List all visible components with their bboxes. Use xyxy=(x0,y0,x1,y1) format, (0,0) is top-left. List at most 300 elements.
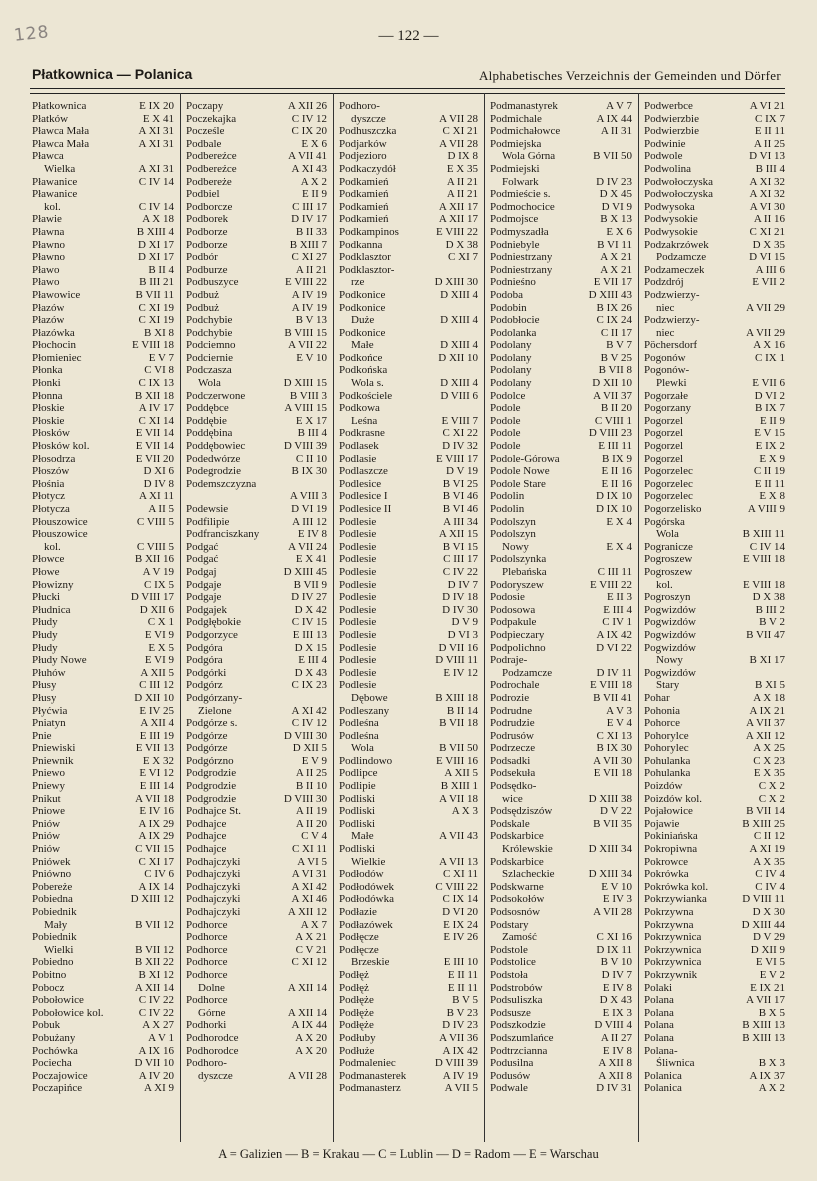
map-code: A XII 14 xyxy=(287,1006,327,1019)
map-code: C XI 11 xyxy=(291,843,327,856)
place-name: Płusy xyxy=(32,679,57,692)
place-name: Pohulanka xyxy=(644,754,691,767)
map-code: E V 4 xyxy=(606,717,632,730)
place-name: Podhorodce xyxy=(186,1031,239,1044)
place-name: Pnie xyxy=(32,729,52,742)
map-code: B V 13 xyxy=(295,314,327,327)
map-code: A VII 28 xyxy=(288,1069,327,1082)
index-entry xyxy=(644,705,785,718)
map-code: A VII 28 xyxy=(593,906,632,918)
place-name: Podrudzie xyxy=(490,717,535,730)
map-code: B II 20 xyxy=(600,402,632,415)
map-code: E VIII 18 xyxy=(743,553,785,566)
map-code: A XII 14 xyxy=(287,981,327,994)
place-name: Podborze xyxy=(186,225,228,238)
place-name: Podskwarne xyxy=(490,880,544,893)
map-code: B VIII 3 xyxy=(289,389,327,402)
map-code: A VII 22 xyxy=(288,339,327,352)
index-entry xyxy=(186,239,327,252)
place-name: Podsadki xyxy=(490,754,531,767)
index-entry xyxy=(339,503,478,516)
place-name: Podlesice II xyxy=(339,503,392,515)
map-code: B III 2 xyxy=(755,603,785,616)
index-entry xyxy=(186,629,327,642)
index-entry xyxy=(339,1007,478,1020)
index-entry xyxy=(490,377,632,390)
index-entry xyxy=(186,893,327,906)
index-entry xyxy=(490,264,632,277)
index-entry xyxy=(644,213,785,226)
map-code: C III 11 xyxy=(597,565,632,578)
index-entry xyxy=(490,163,632,176)
map-code: A XI 32 xyxy=(749,175,785,188)
map-code: C XI 19 xyxy=(138,314,174,327)
map-code: E VIII 17 xyxy=(436,452,478,465)
index-entry xyxy=(490,302,632,315)
map-code: A XII 26 xyxy=(287,100,327,112)
index-entry xyxy=(32,251,174,264)
place-name: Mały xyxy=(44,918,68,931)
map-code: A VII 41 xyxy=(288,150,327,163)
place-name: Podliski xyxy=(339,843,376,856)
place-name: Pniówno xyxy=(32,868,72,881)
map-code: D VIII 17 xyxy=(130,591,174,604)
place-name: Pławca Mała xyxy=(32,125,90,138)
index-entry xyxy=(490,251,632,264)
index-entry xyxy=(339,213,478,226)
map-code: A VII 5 xyxy=(444,1082,478,1095)
map-code: D IX 8 xyxy=(447,150,478,163)
map-code: D VI 2 xyxy=(754,389,785,402)
map-code: A VII 30 xyxy=(593,754,632,767)
map-code: E V 7 xyxy=(148,351,174,364)
place-name: Wielkie xyxy=(351,855,386,868)
index-entry xyxy=(644,893,785,906)
place-name: Podzwierzy- xyxy=(644,288,700,301)
map-code: A IX 29 xyxy=(138,817,174,830)
place-name: Podłęże xyxy=(339,1006,374,1019)
map-code: B V 23 xyxy=(446,1006,478,1019)
index-entry xyxy=(186,616,327,629)
map-code: D V 19 xyxy=(446,465,478,478)
map-code: D VIII 11 xyxy=(742,893,785,906)
index-entry xyxy=(339,327,478,340)
place-name: Podliski xyxy=(339,817,376,830)
index-entry xyxy=(339,390,478,403)
index-entry xyxy=(490,629,632,642)
place-name: Podhajczyki xyxy=(186,893,241,906)
place-name: Pojawie xyxy=(644,817,680,830)
index-entry xyxy=(339,516,478,529)
map-code xyxy=(476,679,478,692)
place-name: Podhorce xyxy=(186,943,228,956)
map-code: D XIII 30 xyxy=(434,276,478,289)
map-code: D IV 27 xyxy=(291,591,327,604)
index-entry xyxy=(490,604,632,617)
map-code: E VII 18 xyxy=(593,767,632,780)
map-code: A X 20 xyxy=(295,1031,327,1044)
map-code: A XI 46 xyxy=(291,893,327,906)
place-name: Podolanka xyxy=(490,326,537,339)
place-name: Pociecha xyxy=(32,1057,72,1070)
place-name: Pogonów- xyxy=(644,364,690,377)
map-code: D IV 30 xyxy=(442,603,478,616)
map-code: C IV 12 xyxy=(291,717,327,730)
index-entry xyxy=(644,654,785,667)
map-code: D X 42 xyxy=(294,603,327,616)
index-entry xyxy=(339,629,478,642)
place-name: Pokrowce xyxy=(644,855,688,868)
index-entry xyxy=(490,1082,632,1095)
map-code: C IX 5 xyxy=(144,578,174,591)
place-name: Podstary xyxy=(490,918,529,931)
place-name: Wola xyxy=(351,742,374,755)
index-entry xyxy=(490,150,632,163)
map-code: E V 10 xyxy=(601,880,632,893)
index-entry xyxy=(186,516,327,529)
map-code: D VI 15 xyxy=(749,251,785,264)
place-name: Polana xyxy=(644,1031,674,1044)
map-code: E V 2 xyxy=(759,968,785,981)
map-code: B II 14 xyxy=(446,704,478,717)
index-entry xyxy=(186,465,327,478)
place-name: Podgrodzie xyxy=(186,780,237,793)
place-name: Podgórze s. xyxy=(186,717,238,730)
map-code: A III 12 xyxy=(292,515,327,528)
place-name: Podolszyn xyxy=(490,528,536,541)
index-entry xyxy=(32,352,174,365)
index-entry xyxy=(32,415,174,428)
index-entry xyxy=(644,176,785,189)
place-name: Pławca xyxy=(32,150,64,163)
map-code: C IV 22 xyxy=(442,565,478,578)
map-code: E II 16 xyxy=(601,465,632,478)
place-name: Podhoro- xyxy=(186,1057,227,1070)
place-name: Podwierzbie xyxy=(644,125,699,138)
map-code: C III 12 xyxy=(139,679,174,692)
map-code: D IV 31 xyxy=(596,1082,632,1095)
place-name: Podolszyn xyxy=(490,515,536,528)
map-code: D XI 6 xyxy=(143,465,174,478)
place-name: Pławowice xyxy=(32,288,81,301)
map-code: C V 21 xyxy=(295,943,327,956)
map-code: D V 22 xyxy=(600,805,632,818)
map-code xyxy=(325,692,327,705)
map-code: D XII 10 xyxy=(438,351,478,364)
place-name: Podlesie xyxy=(339,591,377,604)
map-code: E X 41 xyxy=(142,112,174,125)
index-entry xyxy=(339,982,478,995)
map-code: B VI 46 xyxy=(442,503,478,515)
map-code: D XI 17 xyxy=(137,251,174,264)
place-name: Pogorzel xyxy=(644,427,684,440)
place-name: Podleśna xyxy=(339,717,379,730)
index-entry xyxy=(490,1019,632,1032)
index-entry xyxy=(490,390,632,403)
place-name: Podłodów xyxy=(339,868,384,881)
map-code: A IX 44 xyxy=(291,1019,327,1032)
place-name: Podolany xyxy=(490,364,532,377)
map-code: C VIII 22 xyxy=(435,880,478,893)
place-name: Podgórki xyxy=(186,666,227,679)
map-code: B XI 12 xyxy=(138,968,174,981)
place-name: Podole Nowe xyxy=(490,465,550,478)
place-name: Podlesie xyxy=(339,616,377,629)
index-entry xyxy=(339,705,478,718)
place-name: Pławo xyxy=(32,263,60,276)
index-entry xyxy=(490,239,632,252)
index-entry xyxy=(186,541,327,554)
map-code: A XII 14 xyxy=(134,981,174,994)
place-name: Podpolichno xyxy=(490,641,546,654)
map-code: E VIII 22 xyxy=(285,276,327,289)
index-entry xyxy=(186,528,327,541)
index-entry xyxy=(32,742,174,755)
place-name: Podłęże xyxy=(339,1019,374,1032)
place-name: Pogorzelisko xyxy=(644,503,702,515)
map-code: D XIII 45 xyxy=(283,565,327,578)
index-entry xyxy=(644,100,785,113)
index-entry xyxy=(490,528,632,541)
index-entry xyxy=(32,780,174,793)
index-entry xyxy=(490,805,632,818)
index-entry xyxy=(186,717,327,730)
place-name: Pogwizdów xyxy=(644,628,696,641)
index-entry xyxy=(490,818,632,831)
map-code: E VIII 16 xyxy=(436,754,478,767)
place-name: Podlesice I xyxy=(339,490,388,503)
index-entry xyxy=(186,705,327,718)
map-code: D IV 8 xyxy=(143,477,174,490)
place-name: Podhoro- xyxy=(339,100,380,112)
index-entry xyxy=(490,654,632,667)
place-name: Podpieczary xyxy=(490,628,545,641)
map-code xyxy=(325,1057,327,1070)
map-code: B VII 12 xyxy=(135,943,174,956)
index-entry xyxy=(186,440,327,453)
place-name: Płosodrza xyxy=(32,452,76,465)
place-name: Podgórze xyxy=(186,742,228,755)
map-code: C VII 15 xyxy=(135,843,174,856)
map-code: B V 10 xyxy=(600,956,632,969)
index-entry xyxy=(186,1045,327,1058)
place-name: Pokrzywna xyxy=(644,906,694,918)
place-name: Podlesie xyxy=(339,565,377,578)
map-code: E X 5 xyxy=(148,641,174,654)
place-name: Płośnia xyxy=(32,477,65,490)
place-name: Podkamień xyxy=(339,188,389,201)
map-code: C IX 24 xyxy=(596,314,632,327)
map-code: B XIII 1 xyxy=(440,780,478,793)
index-entry xyxy=(644,579,785,592)
place-name: Podrzecze xyxy=(490,742,536,755)
index-entry xyxy=(339,1070,478,1083)
place-name: Podłodówek xyxy=(339,880,394,893)
map-code: B VII 47 xyxy=(746,628,785,641)
index-entry xyxy=(32,490,174,503)
index-entry xyxy=(339,113,478,126)
map-code: A VII 29 xyxy=(746,326,785,339)
index-entry xyxy=(644,516,785,529)
place-name: Podbereże xyxy=(186,175,232,188)
index-entry xyxy=(186,364,327,377)
place-name: Poczapińce xyxy=(32,1082,83,1095)
index-entry xyxy=(186,944,327,957)
index-entry xyxy=(339,302,478,315)
place-name: Podsusze xyxy=(490,1006,531,1019)
place-name: niec xyxy=(656,326,675,339)
map-code: E III 13 xyxy=(292,628,327,641)
index-entry xyxy=(186,667,327,680)
map-code: D VI 3 xyxy=(447,628,478,641)
place-name: Podleśna xyxy=(339,729,379,742)
place-name: Podmanasterz xyxy=(339,1082,401,1095)
map-code: A X 21 xyxy=(600,263,632,276)
map-code xyxy=(476,302,478,315)
map-code: B VII 9 xyxy=(293,578,327,591)
map-code: D XIII 44 xyxy=(741,918,785,931)
running-header-title: Alphabetisches Verzeichnis der Gemeinden und Dörfer xyxy=(478,68,781,83)
index-entry xyxy=(490,352,632,365)
map-code: D XII 5 xyxy=(292,742,327,755)
place-name: Podkrasne xyxy=(339,427,385,440)
map-code: E III 14 xyxy=(139,780,174,793)
running-header-range: Płatkownica — Polanica xyxy=(32,66,193,82)
place-name: Podmaleniec xyxy=(339,1057,396,1070)
map-code: C XI 12 xyxy=(291,956,327,969)
column-divider xyxy=(638,93,639,1142)
map-code: E II 11 xyxy=(447,981,478,994)
index-entry xyxy=(644,314,785,327)
map-code: E IV 8 xyxy=(602,981,632,994)
map-code xyxy=(476,364,478,377)
map-code: E VIII 18 xyxy=(590,679,632,692)
map-code: B XI 17 xyxy=(749,654,785,667)
index-entry xyxy=(490,427,632,440)
index-entry xyxy=(339,1082,478,1095)
map-code: D XI 17 xyxy=(137,238,174,251)
place-name: Podstolice xyxy=(490,956,536,969)
map-code: D IV 32 xyxy=(442,440,478,453)
index-entry xyxy=(339,654,478,667)
place-name: Podolany xyxy=(490,339,532,352)
place-name: Podkońska xyxy=(339,364,388,377)
index-entry xyxy=(339,730,478,743)
map-code: B VII 50 xyxy=(593,150,632,163)
index-entry xyxy=(186,805,327,818)
map-code: A XI 31 xyxy=(138,125,174,138)
map-code: C IX 7 xyxy=(755,112,785,125)
place-name: Podgaj xyxy=(186,565,217,578)
place-name: Płazów xyxy=(32,301,65,314)
index-entry xyxy=(644,919,785,932)
map-code: D VI 9 xyxy=(601,200,632,213)
map-code: D IV 17 xyxy=(291,213,327,226)
map-code: E IX 20 xyxy=(139,100,174,112)
place-name: Podgóra xyxy=(186,641,223,654)
place-name: Podrudne xyxy=(490,704,533,717)
map-code: D X 45 xyxy=(599,188,632,201)
index-column-4 xyxy=(490,100,632,1095)
map-code: D VIII 6 xyxy=(440,389,478,402)
place-name: Wola xyxy=(198,377,221,390)
place-name: Płonka xyxy=(32,364,63,377)
place-name: Pohulanka xyxy=(644,767,691,780)
index-entry xyxy=(490,591,632,604)
index-entry xyxy=(644,113,785,126)
map-code: D XII 9 xyxy=(750,943,785,956)
place-name: Pławca Mała xyxy=(32,137,90,150)
map-code xyxy=(630,780,632,793)
place-name: Pniówek xyxy=(32,855,71,868)
index-entry xyxy=(32,805,174,818)
index-entry xyxy=(186,1019,327,1032)
place-name: Płosków kol. xyxy=(32,440,90,453)
map-code xyxy=(325,994,327,1007)
place-name: Pogorzelec xyxy=(644,477,693,490)
map-code: B IX 30 xyxy=(596,742,632,755)
index-entry xyxy=(644,591,785,604)
place-name: Podwysokie xyxy=(644,213,698,226)
index-entry xyxy=(644,1019,785,1032)
index-entry xyxy=(339,402,478,415)
map-code: C XI 27 xyxy=(291,251,327,264)
index-entry xyxy=(32,893,174,906)
place-name: Podhajczyki xyxy=(186,906,241,918)
place-name: Polanica xyxy=(644,1069,682,1082)
map-code: A X 27 xyxy=(142,1019,174,1032)
place-name: Płotycz xyxy=(32,490,65,503)
place-name: Podłęcze xyxy=(339,931,379,944)
map-code: D VIII 30 xyxy=(283,792,327,805)
index-entry xyxy=(339,579,478,592)
map-code xyxy=(630,830,632,843)
index-entry xyxy=(186,969,327,982)
map-code: C IV 6 xyxy=(144,868,174,881)
index-entry xyxy=(32,528,174,541)
map-code: A VII 17 xyxy=(746,994,785,1007)
map-code: C X 1 xyxy=(147,616,174,629)
column-divider xyxy=(333,93,334,1142)
map-code: A V 3 xyxy=(606,704,632,717)
index-entry xyxy=(32,1070,174,1083)
header-rule-thin xyxy=(30,93,785,94)
index-entry xyxy=(32,717,174,730)
place-name: Podbereźce xyxy=(186,150,237,163)
place-name: Pobołowice kol. xyxy=(32,1006,104,1019)
place-name: Podhajce xyxy=(186,830,227,843)
place-name: Podliski xyxy=(339,792,376,805)
index-entry xyxy=(644,742,785,755)
map-code: E IV 16 xyxy=(139,805,174,818)
index-entry xyxy=(644,717,785,730)
index-entry xyxy=(186,755,327,768)
index-entry xyxy=(339,541,478,554)
place-name: Podliski xyxy=(339,805,376,818)
index-entry xyxy=(644,427,785,440)
index-entry xyxy=(490,226,632,239)
place-name: Podpakule xyxy=(490,616,537,629)
place-name: Podlaszcze xyxy=(339,465,388,478)
index-entry xyxy=(186,994,327,1007)
index-entry xyxy=(339,881,478,894)
place-name: Podzameczek xyxy=(644,263,705,276)
map-code: C XI 11 xyxy=(442,868,478,881)
map-code: A V 7 xyxy=(606,100,632,112)
place-name: Pogorzel xyxy=(644,440,684,453)
place-name: Pohar xyxy=(644,691,670,704)
place-name: Podhorki xyxy=(186,1019,227,1032)
